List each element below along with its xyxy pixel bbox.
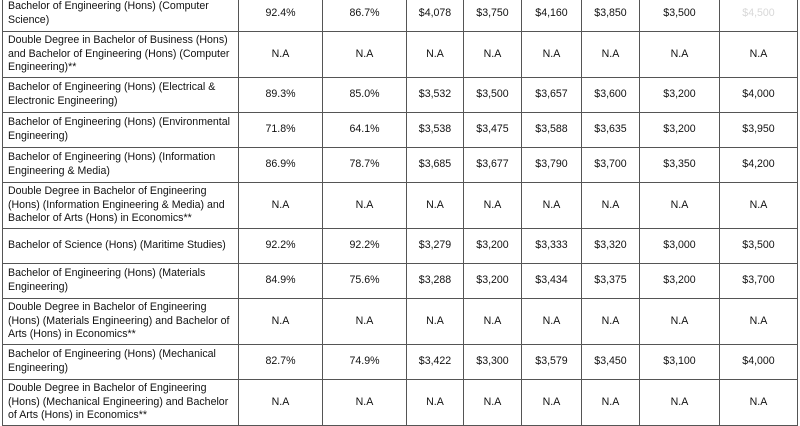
- table-row: [3, 345, 798, 380]
- gross-monthly-median: $3,600: [582, 78, 640, 113]
- table-row: [3, 78, 798, 113]
- basic-monthly-mean: $3,422: [407, 345, 464, 380]
- table-row: [3, 113, 798, 148]
- gross-monthly-75th-percentile: $4,000: [720, 78, 798, 113]
- gross-monthly-median: N.A: [582, 183, 640, 229]
- gross-monthly-25th-percentile: $3,000: [640, 229, 720, 264]
- overall-employment-rate: 86.9%: [239, 148, 323, 183]
- gross-monthly-median: N.A: [582, 32, 640, 78]
- basic-monthly-median: N.A: [464, 299, 522, 345]
- gross-monthly-median: $3,450: [582, 345, 640, 380]
- overall-employment-rate: N.A: [239, 32, 323, 78]
- basic-monthly-median: $3,200: [464, 229, 522, 264]
- program-name: Bachelor of Engineering (Hons) (Environmental Engineering): [3, 113, 239, 148]
- gross-monthly-25th-percentile: $3,500: [640, 0, 720, 32]
- basic-monthly-mean: N.A: [407, 299, 464, 345]
- full-time-employment-rate: 75.6%: [323, 264, 407, 299]
- gross-monthly-75th-percentile: N.A: [720, 32, 798, 78]
- overall-employment-rate: 92.2%: [239, 229, 323, 264]
- full-time-employment-rate: 78.7%: [323, 148, 407, 183]
- table-row: [3, 229, 798, 264]
- gross-monthly-median: $3,320: [582, 229, 640, 264]
- gross-monthly-25th-percentile: $3,200: [640, 113, 720, 148]
- program-name: Bachelor of Engineering (Hons) (Computer Science): [3, 0, 239, 32]
- table-row: [3, 148, 798, 183]
- gross-monthly-mean: $4,160: [522, 0, 582, 32]
- gross-monthly-mean: $3,790: [522, 148, 582, 183]
- gross-monthly-mean: N.A: [522, 380, 582, 426]
- gross-monthly-25th-percentile: N.A: [640, 380, 720, 426]
- overall-employment-rate: 92.4%: [239, 0, 323, 32]
- overall-employment-rate: N.A: [239, 380, 323, 426]
- full-time-employment-rate: N.A: [323, 380, 407, 426]
- gross-monthly-25th-percentile: $3,200: [640, 264, 720, 299]
- table-row: [3, 32, 798, 78]
- basic-monthly-mean: $3,279: [407, 229, 464, 264]
- basic-monthly-median: N.A: [464, 183, 522, 229]
- overall-employment-rate: 71.8%: [239, 113, 323, 148]
- gross-monthly-median: $3,700: [582, 148, 640, 183]
- gross-monthly-25th-percentile: $3,200: [640, 78, 720, 113]
- gross-monthly-mean: $3,588: [522, 113, 582, 148]
- gross-monthly-25th-percentile: $3,100: [640, 345, 720, 380]
- gross-monthly-mean: N.A: [522, 32, 582, 78]
- basic-monthly-mean: $3,685: [407, 148, 464, 183]
- gross-monthly-75th-percentile: $3,500: [720, 229, 798, 264]
- gross-monthly-mean: N.A: [522, 299, 582, 345]
- table-row: [3, 183, 798, 229]
- gross-monthly-mean: $3,579: [522, 345, 582, 380]
- basic-monthly-mean: N.A: [407, 183, 464, 229]
- overall-employment-rate: 84.9%: [239, 264, 323, 299]
- gross-monthly-75th-percentile: N.A: [720, 380, 798, 426]
- gross-monthly-75th-percentile: $3,950: [720, 113, 798, 148]
- full-time-employment-rate: N.A: [323, 299, 407, 345]
- basic-monthly-median: $3,500: [464, 78, 522, 113]
- basic-monthly-median: N.A: [464, 380, 522, 426]
- gross-monthly-median: $3,635: [582, 113, 640, 148]
- basic-monthly-mean: $4,078: [407, 0, 464, 32]
- full-time-employment-rate: 74.9%: [323, 345, 407, 380]
- gross-monthly-median: $3,850: [582, 0, 640, 32]
- basic-monthly-median: $3,300: [464, 345, 522, 380]
- basic-monthly-median: $3,750: [464, 0, 522, 32]
- program-name: Bachelor of Engineering (Hons) (Mechanical Engineering): [3, 345, 239, 380]
- overall-employment-rate: 82.7%: [239, 345, 323, 380]
- basic-monthly-median: $3,677: [464, 148, 522, 183]
- table-row: [3, 380, 798, 426]
- table-row: [3, 0, 798, 32]
- program-name: Double Degree in Bachelor of Engineering (Hons) (Information Engineering & Media) and Bachelor of Arts (Hons) in Economics**: [3, 183, 239, 229]
- program-name: Bachelor of Engineering (Hons) (Information Engineering & Media): [3, 148, 239, 183]
- full-time-employment-rate: 92.2%: [323, 229, 407, 264]
- program-name: Bachelor of Engineering (Hons) (Materials Engineering): [3, 264, 239, 299]
- basic-monthly-median: N.A: [464, 32, 522, 78]
- basic-monthly-mean: $3,532: [407, 78, 464, 113]
- gross-monthly-25th-percentile: N.A: [640, 32, 720, 78]
- program-name: Double Degree in Bachelor of Engineering (Hons) (Mechanical Engineering) and Bachelor of Arts (Hons) in Economics**: [3, 380, 239, 426]
- gross-monthly-mean: $3,434: [522, 264, 582, 299]
- gross-monthly-mean: N.A: [522, 183, 582, 229]
- gross-monthly-mean: $3,657: [522, 78, 582, 113]
- gross-monthly-75th-percentile: $4,500: [720, 0, 798, 32]
- overall-employment-rate: N.A: [239, 299, 323, 345]
- table-body: [3, 0, 798, 426]
- gross-monthly-mean: $3,333: [522, 229, 582, 264]
- program-name: Double Degree in Bachelor of Business (Hons) and Bachelor of Engineering (Hons) (Computer Engineering)**: [3, 32, 239, 78]
- gross-monthly-median: $3,375: [582, 264, 640, 299]
- gross-monthly-25th-percentile: $3,350: [640, 148, 720, 183]
- program-name: Bachelor of Science (Hons) (Maritime Studies): [3, 229, 239, 264]
- basic-monthly-mean: $3,288: [407, 264, 464, 299]
- gross-monthly-median: N.A: [582, 299, 640, 345]
- gross-monthly-25th-percentile: N.A: [640, 183, 720, 229]
- gross-monthly-75th-percentile: $3,700: [720, 264, 798, 299]
- full-time-employment-rate: 86.7%: [323, 0, 407, 32]
- overall-employment-rate: 89.3%: [239, 78, 323, 113]
- basic-monthly-median: $3,475: [464, 113, 522, 148]
- basic-monthly-median: $3,200: [464, 264, 522, 299]
- gross-monthly-75th-percentile: $4,200: [720, 148, 798, 183]
- full-time-employment-rate: 64.1%: [323, 113, 407, 148]
- full-time-employment-rate: N.A: [323, 32, 407, 78]
- program-name: Double Degree in Bachelor of Engineering (Hons) (Materials Engineering) and Bachelor of Arts (Hons) in Economics**: [3, 299, 239, 345]
- table-row: [3, 264, 798, 299]
- basic-monthly-mean: N.A: [407, 380, 464, 426]
- gross-monthly-25th-percentile: N.A: [640, 299, 720, 345]
- gross-monthly-median: N.A: [582, 380, 640, 426]
- gross-monthly-75th-percentile: $4,000: [720, 345, 798, 380]
- employment-survey-table: [2, 0, 798, 426]
- basic-monthly-mean: N.A: [407, 32, 464, 78]
- full-time-employment-rate: N.A: [323, 183, 407, 229]
- gross-monthly-75th-percentile: N.A: [720, 299, 798, 345]
- program-name: Bachelor of Engineering (Hons) (Electrical & Electronic Engineering): [3, 78, 239, 113]
- full-time-employment-rate: 85.0%: [323, 78, 407, 113]
- gross-monthly-75th-percentile: N.A: [720, 183, 798, 229]
- table-row: [3, 299, 798, 345]
- basic-monthly-mean: $3,538: [407, 113, 464, 148]
- overall-employment-rate: N.A: [239, 183, 323, 229]
